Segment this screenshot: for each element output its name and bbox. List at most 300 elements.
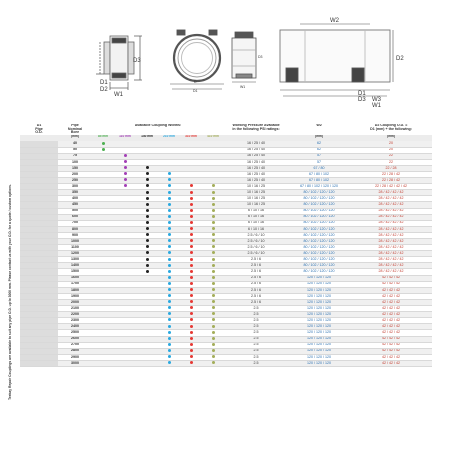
subheader-d2-unit: (mm): [350, 135, 432, 141]
cell-d2: 42 / 42 / 42: [350, 324, 432, 330]
cell-d2: 28 / 42 / 42 / 42: [350, 214, 432, 220]
availability-dot-icon: [168, 209, 171, 212]
cell-nominal-bore: 1200: [58, 251, 92, 257]
cell-pressure: 2.5: [224, 312, 288, 318]
cell-width-green: [92, 360, 114, 366]
availability-dot-icon: [146, 184, 149, 187]
cell-pressure: 6 / 10 / 16: [224, 208, 288, 214]
cell-pressure: 2.5 / 6: [224, 257, 288, 263]
cell-width-olive: [202, 360, 224, 366]
availability-dot-icon: [168, 288, 171, 291]
cell-pressure: 16 / 25 / 40: [224, 165, 288, 171]
availability-dot-icon: [190, 215, 193, 218]
cell-d2: 28 / 42 / 42 / 42: [350, 232, 432, 238]
availability-dot-icon: [168, 191, 171, 194]
cell-nominal-bore: 2700: [58, 342, 92, 348]
cell-d2: 20: [350, 147, 432, 153]
availability-dot-icon: [190, 203, 193, 206]
cell-d2: 28 / 42 / 42 / 42: [350, 190, 432, 196]
availability-dot-icon: [212, 331, 215, 334]
availability-dot-icon: [190, 258, 193, 261]
label-w1-small: W1: [240, 85, 246, 89]
availability-dot-icon: [212, 318, 215, 321]
availability-dot-icon: [212, 300, 215, 303]
cell-w2: 80 / 102 / 120 / 120: [288, 190, 350, 196]
availability-dot-icon: [168, 300, 171, 303]
cell-pressure: 16 / 25 / 40: [224, 153, 288, 159]
cell-nominal-bore: 2800: [58, 348, 92, 354]
cell-pressure: 2.5 / 6 / 10: [224, 232, 288, 238]
cell-nominal-bore: 3000: [58, 360, 92, 366]
cell-nominal-bore: 150: [58, 165, 92, 171]
cell-nominal-bore: 900: [58, 232, 92, 238]
availability-dot-icon: [190, 197, 193, 200]
availability-dot-icon: [212, 264, 215, 267]
cell-nominal-bore: 1000: [58, 239, 92, 245]
cell-pressure: 2.5 / 6 / 10: [224, 251, 288, 257]
subheader-w210: 210 mm: [158, 135, 180, 141]
availability-dot-icon: [146, 270, 149, 273]
availability-dot-icon: [190, 306, 193, 309]
cell-nominal-bore: 2100: [58, 306, 92, 312]
availability-dot-icon: [168, 306, 171, 309]
cell-d2: 28 / 42 / 42 / 42: [350, 245, 432, 251]
cell-w2: 120 / 120 / 120: [288, 330, 350, 336]
availability-dot-icon: [168, 349, 171, 352]
cell-w2: 57: [288, 153, 350, 159]
availability-dot-icon: [146, 239, 149, 242]
availability-dot-icon: [168, 215, 171, 218]
availability-dot-icon: [190, 227, 193, 230]
spec-table: [20, 124, 432, 367]
availability-dot-icon: [146, 203, 149, 206]
cell-pressure: 2.5: [224, 330, 288, 336]
coupling-diagrams: [0, 0, 452, 110]
cell-pressure: 2.5 / 6: [224, 275, 288, 281]
cell-d2: 20: [350, 141, 432, 147]
table-row: [20, 360, 432, 366]
cell-d2: 28 / 42 / 42 / 42: [350, 202, 432, 208]
label-d2: D2: [100, 87, 108, 93]
availability-dot-icon: [212, 245, 215, 248]
cell-w2: 120 / 120 / 120: [288, 360, 350, 366]
cell-w2: 80 / 102 / 120 / 120: [288, 226, 350, 232]
availability-dot-icon: [212, 343, 215, 346]
availability-dot-icon: [168, 227, 171, 230]
availability-dot-icon: [146, 233, 149, 236]
header-d2: D2 Coupling O.D. = D1 (mm) + the following:: [370, 124, 412, 131]
cell-pressure: 2.5 / 6: [224, 299, 288, 305]
cell-w2: 62: [288, 147, 350, 153]
cell-w2: 80 / 102 / 120 / 120: [288, 263, 350, 269]
cell-d2: 42 / 42 / 42: [350, 299, 432, 305]
subheader-w410: 410 mm: [202, 135, 224, 141]
cell-nominal-bore: 2600: [58, 336, 92, 342]
subheader-w140: 140 mm: [136, 135, 158, 141]
cell-nominal-bore: 1300: [58, 257, 92, 263]
cell-pressure: 2.5: [224, 348, 288, 354]
cell-nominal-bore: 1100: [58, 245, 92, 251]
availability-dot-icon: [168, 270, 171, 273]
cell-d2: 22: [350, 159, 432, 165]
availability-dot-icon: [212, 349, 215, 352]
availability-dot-icon: [168, 355, 171, 358]
cell-pressure: 2.5: [224, 342, 288, 348]
cell-d2: 42 / 42 / 42: [350, 360, 432, 366]
cell-nominal-bore: 40: [58, 141, 92, 147]
availability-dot-icon: [190, 270, 193, 273]
cell-nominal-bore: 450: [58, 202, 92, 208]
cell-d2: 28 / 42 / 42 / 42: [350, 251, 432, 257]
cell-nominal-bore: 1400: [58, 263, 92, 269]
availability-dot-icon: [168, 245, 171, 248]
label-d3-right: D3: [358, 97, 366, 103]
availability-dot-icon: [146, 197, 149, 200]
cell-w2: 80 / 102 / 120 / 120: [288, 214, 350, 220]
availability-dot-icon: [168, 282, 171, 285]
cell-d2: 28 / 42 / 42 / 42: [350, 263, 432, 269]
availability-dot-icon: [212, 251, 215, 254]
availability-dot-icon: [168, 178, 171, 181]
cell-d2: 22: [350, 153, 432, 159]
cell-width-red: [180, 360, 202, 366]
cell-width-cyan: [158, 360, 180, 366]
availability-dot-icon: [190, 288, 193, 291]
availability-dot-icon: [190, 312, 193, 315]
availability-dot-icon: [190, 325, 193, 328]
availability-dot-icon: [168, 264, 171, 267]
availability-dot-icon: [146, 178, 149, 181]
cell-pressure: 2.5 / 6: [224, 287, 288, 293]
availability-dot-icon: [168, 361, 171, 364]
cell-w2: 80 / 102 / 120 / 120: [288, 269, 350, 275]
availability-dot-icon: [190, 349, 193, 352]
availability-dot-icon: [168, 325, 171, 328]
cell-pressure: 16 / 25 / 40: [224, 147, 288, 153]
clamp-diagram: [280, 24, 393, 96]
cell-pressure: 2.5 / 6: [224, 263, 288, 269]
label-d2-right: D2: [396, 56, 404, 62]
cell-d2: 42 / 42 / 42: [350, 336, 432, 342]
cell-nominal-bore: 2200: [58, 312, 92, 318]
cell-pressure: 6 / 10 / 16: [224, 226, 288, 232]
availability-dot-icon: [124, 160, 127, 163]
cell-nominal-bore: 1500: [58, 269, 92, 275]
label-d3-small: D3: [258, 55, 263, 59]
availability-dot-icon: [168, 184, 171, 187]
availability-dot-icon: [212, 294, 215, 297]
cell-pressure: 16 / 25 / 40: [224, 171, 288, 177]
label-w3: W3: [372, 97, 381, 103]
availability-dot-icon: [190, 337, 193, 340]
cell-nominal-bore: 50: [58, 147, 92, 153]
cell-nominal-bore: 800: [58, 226, 92, 232]
cell-pressure: 2.5 / 6 / 10: [224, 245, 288, 251]
availability-dot-icon: [190, 239, 193, 242]
availability-dot-icon: [212, 233, 215, 236]
availability-dot-icon: [146, 209, 149, 212]
cell-pressure: 10 / 16 / 25: [224, 196, 288, 202]
cell-w2: 67 / 80 / 102: [288, 171, 350, 177]
cell-w2: 120 / 120 / 120: [288, 336, 350, 342]
label-d1-small: D1: [193, 89, 198, 93]
label-d1-right: D1: [358, 91, 366, 97]
availability-dot-icon: [124, 184, 127, 187]
header-widths: Available Coupling Widths:: [134, 124, 182, 127]
availability-dot-icon: [212, 355, 215, 358]
cell-nominal-bore: 2000: [58, 299, 92, 305]
cell-w2: 80 / 102 / 120 / 120: [288, 232, 350, 238]
cell-nominal-bore: 75: [58, 153, 92, 159]
availability-dot-icon: [212, 227, 215, 230]
availability-dot-icon: [190, 233, 193, 236]
availability-dot-icon: [102, 142, 105, 145]
cell-d2: 42 / 42 / 42: [350, 342, 432, 348]
cell-w2: 80 / 102 / 120 / 120: [288, 208, 350, 214]
cell-pressure: 6 / 10 / 16: [224, 214, 288, 220]
cell-d2: 22 / 28 / 42: [350, 171, 432, 177]
cell-d2: 28 / 42 / 42 / 42: [350, 226, 432, 232]
availability-dot-icon: [168, 239, 171, 242]
cell-nominal-bore: 700: [58, 220, 92, 226]
cell-d2: 42 / 42 / 42: [350, 275, 432, 281]
cell-pressure: 6 / 10 / 16: [224, 220, 288, 226]
availability-dot-icon: [168, 221, 171, 224]
availability-dot-icon: [190, 300, 193, 303]
cell-pressure: 2.5 / 6 / 10: [224, 239, 288, 245]
label-w1-right: W1: [372, 103, 381, 109]
cell-pressure: 16 / 25 / 40: [224, 178, 288, 184]
cell-w2: 80 / 102 / 120 / 120: [288, 251, 350, 257]
cell-nominal-bore: 100: [58, 159, 92, 165]
cell-nominal-bore: 200: [58, 171, 92, 177]
header-od: D1 Pipe O.D.: [35, 124, 43, 135]
cell-d2: 42 / 42 / 42: [350, 287, 432, 293]
cell-w2: 120 / 120 / 120: [288, 275, 350, 281]
label-w1: W1: [114, 92, 123, 98]
availability-dot-icon: [124, 154, 127, 157]
availability-dot-icon: [168, 233, 171, 236]
cell-w2: 80 / 102 / 120 / 120: [288, 245, 350, 251]
cell-d2: 42 / 42 / 42: [350, 348, 432, 354]
availability-dot-icon: [124, 178, 127, 181]
availability-dot-icon: [190, 282, 193, 285]
availability-dot-icon: [212, 209, 215, 212]
side-note: [0, 143, 20, 440]
availability-dot-icon: [146, 221, 149, 224]
cell-w2: 67 / 80 / 102 / 120 / 120: [288, 184, 350, 190]
label-w2: W2: [330, 18, 339, 24]
availability-dot-icon: [190, 221, 193, 224]
availability-dot-icon: [102, 148, 105, 151]
cell-pressure: 2.5: [224, 360, 288, 366]
availability-dot-icon: [168, 294, 171, 297]
availability-dot-icon: [190, 331, 193, 334]
availability-dot-icon: [124, 166, 127, 169]
availability-dot-icon: [168, 343, 171, 346]
availability-dot-icon: [212, 191, 215, 194]
cell-d2: 42 / 42 / 42: [350, 281, 432, 287]
cell-pressure: 2.5 / 6: [224, 281, 288, 287]
cell-pressure: 16 / 25 / 40: [224, 141, 288, 147]
header-w2: W2: [316, 124, 322, 127]
cell-nominal-bore: 600: [58, 214, 92, 220]
availability-dot-icon: [212, 221, 215, 224]
cell-d2: 28 / 42 / 42 / 42: [350, 269, 432, 275]
cell-w2: 120 / 120 / 120: [288, 324, 350, 330]
label-d-small: D: [194, 80, 197, 84]
cell-pressure: 2.5 / 6: [224, 269, 288, 275]
availability-dot-icon: [190, 245, 193, 248]
front-view-diagram: [170, 30, 224, 89]
cell-w2: 62: [288, 141, 350, 147]
cell-width-black: [136, 360, 158, 366]
cell-d2: 42 / 42 / 42: [350, 312, 432, 318]
availability-dot-icon: [212, 337, 215, 340]
cell-d2: 28 / 42 / 42 / 42: [350, 196, 432, 202]
cell-pressure: 2.5: [224, 318, 288, 324]
cell-nominal-bore: 2500: [58, 330, 92, 336]
availability-dot-icon: [168, 318, 171, 321]
availability-dot-icon: [190, 184, 193, 187]
availability-dot-icon: [212, 203, 215, 206]
cell-d2: 42 / 42 / 42: [350, 330, 432, 336]
availability-dot-icon: [212, 276, 215, 279]
cell-d2: 28 / 42 / 42 / 42: [350, 257, 432, 263]
cell-nominal-bore: 1700: [58, 281, 92, 287]
cell-pressure: 2.5: [224, 354, 288, 360]
cell-pressure: 10 / 16 / 25: [224, 190, 288, 196]
cell-d2: 22 / 28 / 42 / 42 / 42: [350, 184, 432, 190]
availability-dot-icon: [212, 325, 215, 328]
availability-dot-icon: [190, 209, 193, 212]
cell-d2: 28 / 42 / 42 / 42: [350, 239, 432, 245]
cell-nominal-bore: 2400: [58, 324, 92, 330]
cell-w2: 120 / 120 / 120: [288, 299, 350, 305]
availability-dot-icon: [212, 270, 215, 273]
cell-pressure: 2.5: [224, 306, 288, 312]
cell-w2: 67 / 80: [288, 165, 350, 171]
header-nominal-bore: Pipe Nominal Bore: [67, 124, 83, 135]
cell-w2: 80 / 102 / 120 / 120: [288, 257, 350, 263]
availability-dot-icon: [168, 312, 171, 315]
cell-nominal-bore: 500: [58, 208, 92, 214]
cell-pressure: 10 / 16 / 25: [224, 202, 288, 208]
cell-nominal-bore: 2900: [58, 354, 92, 360]
availability-dot-icon: [212, 215, 215, 218]
cell-nominal-bore: 350: [58, 190, 92, 196]
cell-d2: 22 / 28: [350, 165, 432, 171]
cell-w2: 80 / 102 / 120 / 120: [288, 202, 350, 208]
availability-dot-icon: [212, 239, 215, 242]
cell-w2: 80 / 102 / 120 / 120: [288, 220, 350, 226]
availability-dot-icon: [168, 203, 171, 206]
cell-w2: 120 / 120 / 120: [288, 318, 350, 324]
subheader-w2-unit: (mm): [288, 135, 350, 141]
availability-dot-icon: [146, 264, 149, 267]
profile-diagram: [232, 32, 256, 82]
availability-dot-icon: [190, 276, 193, 279]
subheader-w110: 110 mm: [114, 135, 136, 141]
cell-w2: 120 / 120 / 120: [288, 342, 350, 348]
availability-dot-icon: [190, 343, 193, 346]
cell-d2: 42 / 42 / 42: [350, 306, 432, 312]
availability-dot-icon: [190, 191, 193, 194]
availability-dot-icon: [212, 258, 215, 261]
availability-dot-icon: [212, 312, 215, 315]
cell-pressure: 2.5: [224, 324, 288, 330]
side-note-text: Teekay Repair Couplings are available to suit any pipe O.D. up to 3000 mm. Please contact us with your O.D. for a quote / custom options.: [8, 183, 12, 400]
cell-od: [20, 360, 58, 366]
cell-nominal-bore: 1800: [58, 287, 92, 293]
availability-dot-icon: [146, 227, 149, 230]
availability-dot-icon: [146, 245, 149, 248]
label-d1: D1: [100, 80, 108, 86]
cell-w2: 120 / 120 / 120: [288, 287, 350, 293]
availability-dot-icon: [168, 172, 171, 175]
cell-nominal-bore: 1600: [58, 275, 92, 281]
availability-dot-icon: [190, 361, 193, 364]
availability-dot-icon: [168, 331, 171, 334]
cell-d2: 22 / 28 / 42: [350, 178, 432, 184]
availability-dot-icon: [190, 318, 193, 321]
availability-dot-icon: [146, 258, 149, 261]
availability-dot-icon: [190, 294, 193, 297]
availability-dot-icon: [212, 282, 215, 285]
cell-pressure: 2.5 / 6: [224, 293, 288, 299]
cell-w2: 120 / 120 / 120: [288, 348, 350, 354]
cell-w2: 120 / 120 / 120: [288, 312, 350, 318]
availability-dot-icon: [190, 251, 193, 254]
header-pressure: Working Pressure Available in the following PSI ratings:: [232, 124, 280, 131]
cell-pressure: 2.5: [224, 336, 288, 342]
availability-dot-icon: [146, 172, 149, 175]
availability-dot-icon: [168, 251, 171, 254]
cell-nominal-bore: 2300: [58, 318, 92, 324]
cell-w2: 120 / 120 / 120: [288, 281, 350, 287]
cell-w2: 120 / 120 / 120: [288, 293, 350, 299]
cell-w2: 120 / 120 / 120: [288, 354, 350, 360]
availability-dot-icon: [190, 264, 193, 267]
cell-pressure: 16 / 25 / 40: [224, 159, 288, 165]
availability-dot-icon: [212, 197, 215, 200]
availability-dot-icon: [168, 197, 171, 200]
availability-dot-icon: [212, 306, 215, 309]
cell-w2: 57: [288, 159, 350, 165]
cell-nominal-bore: 400: [58, 196, 92, 202]
availability-dot-icon: [168, 276, 171, 279]
availability-dot-icon: [212, 288, 215, 291]
cell-w2: 80 / 102 / 120 / 120: [288, 196, 350, 202]
subheader-w85: 85 mm: [92, 135, 114, 141]
cell-nominal-bore: 300: [58, 184, 92, 190]
cell-pressure: 10 / 16 / 25: [224, 184, 288, 190]
availability-dot-icon: [146, 251, 149, 254]
cell-d2: 28 / 42 / 42 / 42: [350, 220, 432, 226]
cell-width-purple: [114, 360, 136, 366]
availability-dot-icon: [168, 258, 171, 261]
cell-d2: 42 / 42 / 42: [350, 354, 432, 360]
cell-d2: 42 / 42 / 42: [350, 318, 432, 324]
cell-w2: 120 / 120 / 120: [288, 306, 350, 312]
cell-w2: 67 / 80 / 102: [288, 178, 350, 184]
availability-dot-icon: [168, 337, 171, 340]
availability-dot-icon: [146, 166, 149, 169]
cell-d2: 42 / 42 / 42: [350, 293, 432, 299]
availability-dot-icon: [212, 361, 215, 364]
availability-dot-icon: [124, 172, 127, 175]
availability-dot-icon: [212, 184, 215, 187]
